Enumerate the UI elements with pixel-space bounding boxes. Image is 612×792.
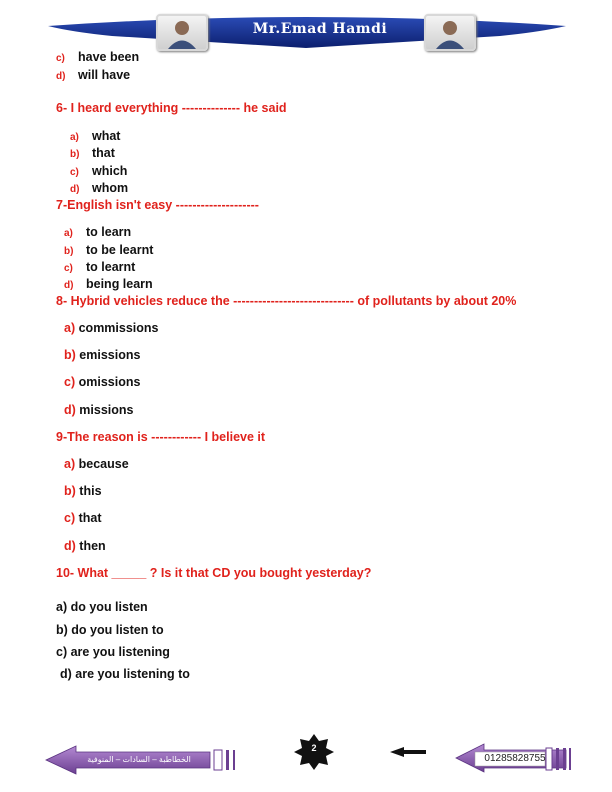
option-text: being learn (86, 277, 153, 291)
option-line (64, 260, 135, 274)
option-letter: a) (64, 228, 73, 239)
option-line (70, 146, 115, 160)
question-10-prompt: 10- What _____ ? Is it that CD you bought yesterday? (56, 566, 372, 580)
option-text: that (92, 146, 115, 160)
option-text: because (78, 457, 129, 471)
option-letter: c) (64, 263, 73, 274)
option-text: are you listening to (75, 667, 190, 681)
option-line (56, 645, 170, 659)
option-text: do you listen to (71, 623, 164, 637)
option-line (56, 600, 148, 614)
option-text: whom (92, 181, 129, 195)
header-title: Mr.Emad Hamdi (252, 21, 388, 37)
author-photo-right (424, 14, 476, 51)
option-letter: c) (64, 375, 76, 389)
option-line (70, 129, 120, 143)
option-text: that (78, 511, 102, 525)
option-text: are you listening (70, 645, 170, 659)
option-line (64, 225, 131, 239)
question-6-prompt: 6- I heard everything -------------- he said (56, 101, 287, 115)
option-letter: d) (70, 184, 80, 195)
option-text: do you listen (70, 600, 148, 614)
option-line (64, 348, 140, 362)
option-letter: a) (70, 132, 79, 143)
option-text: which (92, 164, 128, 178)
option-line (64, 243, 153, 257)
option-line (64, 539, 106, 553)
option-letter: b) (64, 246, 74, 257)
option-letter: b) (56, 623, 68, 637)
option-text: omissions (78, 375, 141, 389)
option-line (64, 321, 159, 335)
option-letter: c) (56, 53, 65, 64)
option-line (56, 623, 164, 637)
footer-phone: 01285828755 (484, 753, 546, 764)
option-text: this (79, 484, 102, 498)
page-number: 2 (311, 743, 317, 753)
option-text: to learnt (86, 260, 136, 274)
option-letter: c) (64, 511, 76, 525)
option-text: emissions (79, 348, 141, 362)
option-text: commissions (78, 321, 159, 335)
option-letter: b) (64, 348, 76, 362)
option-line (56, 50, 139, 64)
option-line (70, 181, 128, 195)
option-letter: c) (56, 645, 68, 659)
option-line (64, 457, 129, 471)
option-text: missions (79, 403, 134, 417)
option-text: to be learnt (86, 243, 154, 257)
option-letter: b) (64, 484, 76, 498)
option-line (56, 68, 130, 82)
option-letter: a) (64, 321, 76, 335)
author-photo-left (156, 14, 208, 51)
option-text: to learn (86, 225, 132, 239)
option-letter: d) (64, 280, 74, 291)
option-line (64, 403, 133, 417)
option-letter: d) (64, 539, 76, 553)
option-line (64, 277, 153, 291)
option-line (64, 375, 140, 389)
option-letter: a) (64, 457, 76, 471)
footer-address: الخطاطبة – السادات – المنوفية (87, 755, 191, 764)
option-letter: b) (70, 149, 80, 160)
option-letter: c) (70, 167, 79, 178)
option-line (64, 484, 102, 498)
option-letter: d) (60, 667, 72, 681)
option-letter: d) (56, 71, 66, 82)
question-9-prompt: 9-The reason is ------------ I believe it (56, 430, 266, 444)
option-text: have been (78, 50, 140, 64)
question-7-prompt: 7-English isn't easy -------------------- (56, 198, 259, 212)
question-8-prompt: 8- Hybrid vehicles reduce the ----------------------------- of pollutants by about 20% (56, 294, 517, 308)
option-letter: d) (64, 403, 76, 417)
option-text: what (92, 129, 121, 143)
option-text: will have (78, 68, 131, 82)
option-line (64, 511, 102, 525)
option-line (60, 667, 190, 681)
option-letter: a) (56, 600, 68, 614)
option-line (70, 164, 127, 178)
option-text: then (79, 539, 106, 553)
